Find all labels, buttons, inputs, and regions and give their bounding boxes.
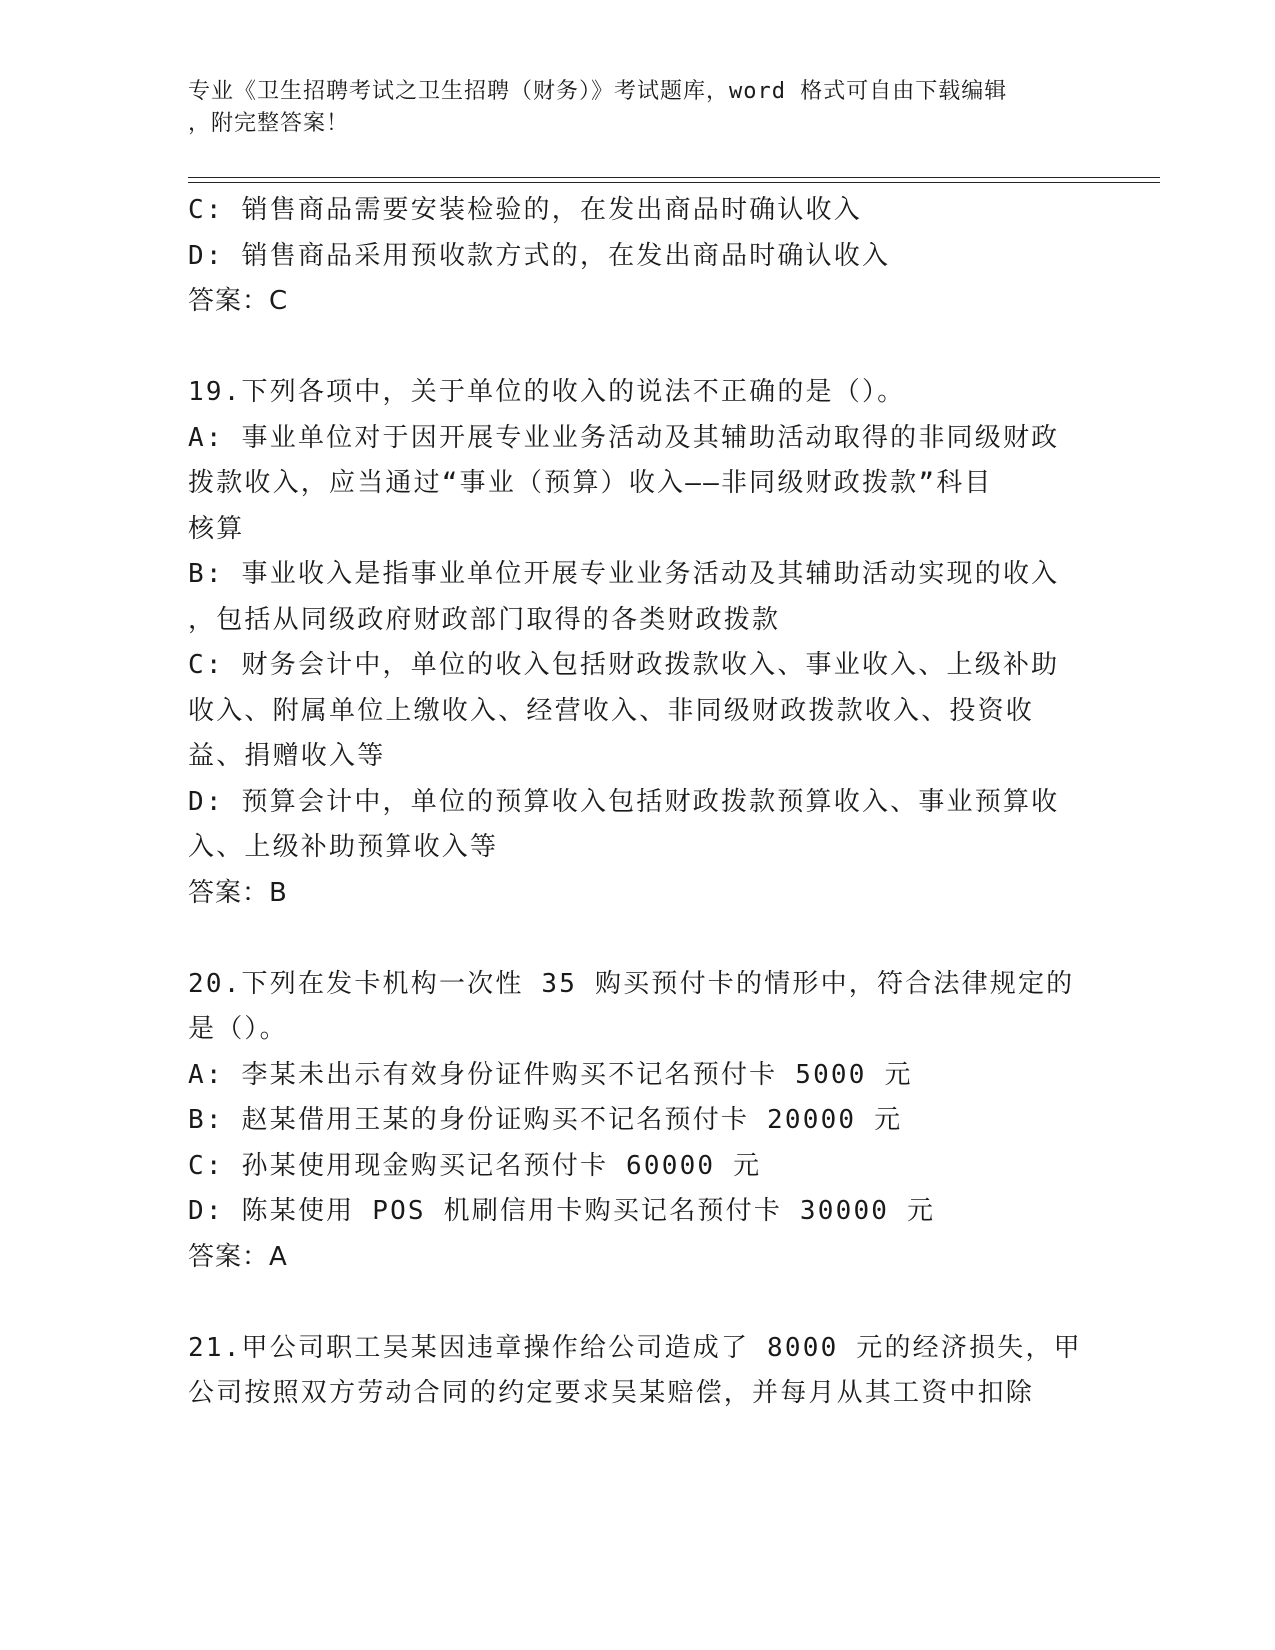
q20-stem-line-1: 20.下列在发卡机构一次性 35 购买预付卡的情形中，符合法律规定的 — [188, 968, 1075, 999]
q19-option-a-line-3: 核算 — [188, 513, 245, 544]
q19-option-b-line-1: B: 事业收入是指事业单位开展专业业务活动及其辅助活动实现的收入 — [188, 559, 1060, 589]
document-body — [188, 188, 1088, 1417]
spacer — [188, 325, 1088, 371]
q19-option-c-line-3: 益、捐赠收入等 — [188, 741, 386, 771]
prev-answer: 答案：C — [188, 286, 289, 316]
q19-answer: 答案：B — [188, 877, 288, 908]
q19-option-d-line-2: 入、上级补助预算收入等 — [188, 832, 499, 862]
q20-answer: 答案：A — [188, 1241, 288, 1272]
spacer — [188, 916, 1088, 962]
q19-option-b-line-2: ，包括从同级政府财政部门取得的各类财政拨款 — [188, 604, 781, 635]
header-line-1: 专业《卫生招聘考试之卫生招聘（财务）》考试题库，word 格式可自由下载编辑 — [188, 79, 1008, 104]
q19-option-d-line-1: D: 预算会计中，单位的预算收入包括财政拨款预算收入、事业预算收 — [188, 786, 1060, 817]
header-line-2: ，附完整答案！ — [188, 111, 350, 136]
document-header — [188, 76, 1088, 140]
prev-option-d: D: 销售商品采用预收款方式的，在发出商品时确认收入 — [188, 240, 891, 271]
q19-option-c-line-2: 收入、附属单位上缴收入、经营收入、非同级财政拨款收入、投资收 — [188, 695, 1035, 726]
q19-option-a-line-2: 拨款收入，应当通过“事业（预算）收入——非同级财政拨款”科目 — [188, 468, 993, 498]
q19-stem: 19.下列各项中，关于单位的收入的说法不正确的是（）。 — [188, 377, 906, 407]
q21-stem-line-1: 21.甲公司职工吴某因违章操作给公司造成了 8000 元的经济损失，甲 — [188, 1332, 1082, 1363]
q20-option-b: B: 赵某借用王某的身份证购买不记名预付卡 20000 元 — [188, 1105, 903, 1135]
spacer — [188, 1280, 1088, 1326]
q19-option-a-line-1: A: 事业单位对于因开展专业业务活动及其辅助活动取得的非同级财政 — [188, 422, 1060, 453]
header-rule-top — [188, 177, 1160, 178]
q21-stem-line-2: 公司按照双方劳动合同的约定要求吴某赔偿，并每月从其工资中扣除 — [188, 1378, 1035, 1408]
prev-option-c: C: 销售商品需要安装检验的，在发出商品时确认收入 — [188, 195, 862, 225]
header-rule-bottom — [188, 182, 1160, 183]
q20-option-a: A: 李某未出示有效身份证件购买不记名预付卡 5000 元 — [188, 1059, 913, 1090]
q20-option-c: C: 孙某使用现金购买记名预付卡 60000 元 — [188, 1150, 762, 1181]
q19-option-c-line-1: C: 财务会计中，单位的收入包括财政拨款收入、事业收入、上级补助 — [188, 650, 1060, 680]
q20-stem-line-2: 是（）。 — [188, 1014, 288, 1044]
q20-option-d: D: 陈某使用 POS 机刷信用卡购买记名预付卡 30000 元 — [188, 1196, 936, 1226]
